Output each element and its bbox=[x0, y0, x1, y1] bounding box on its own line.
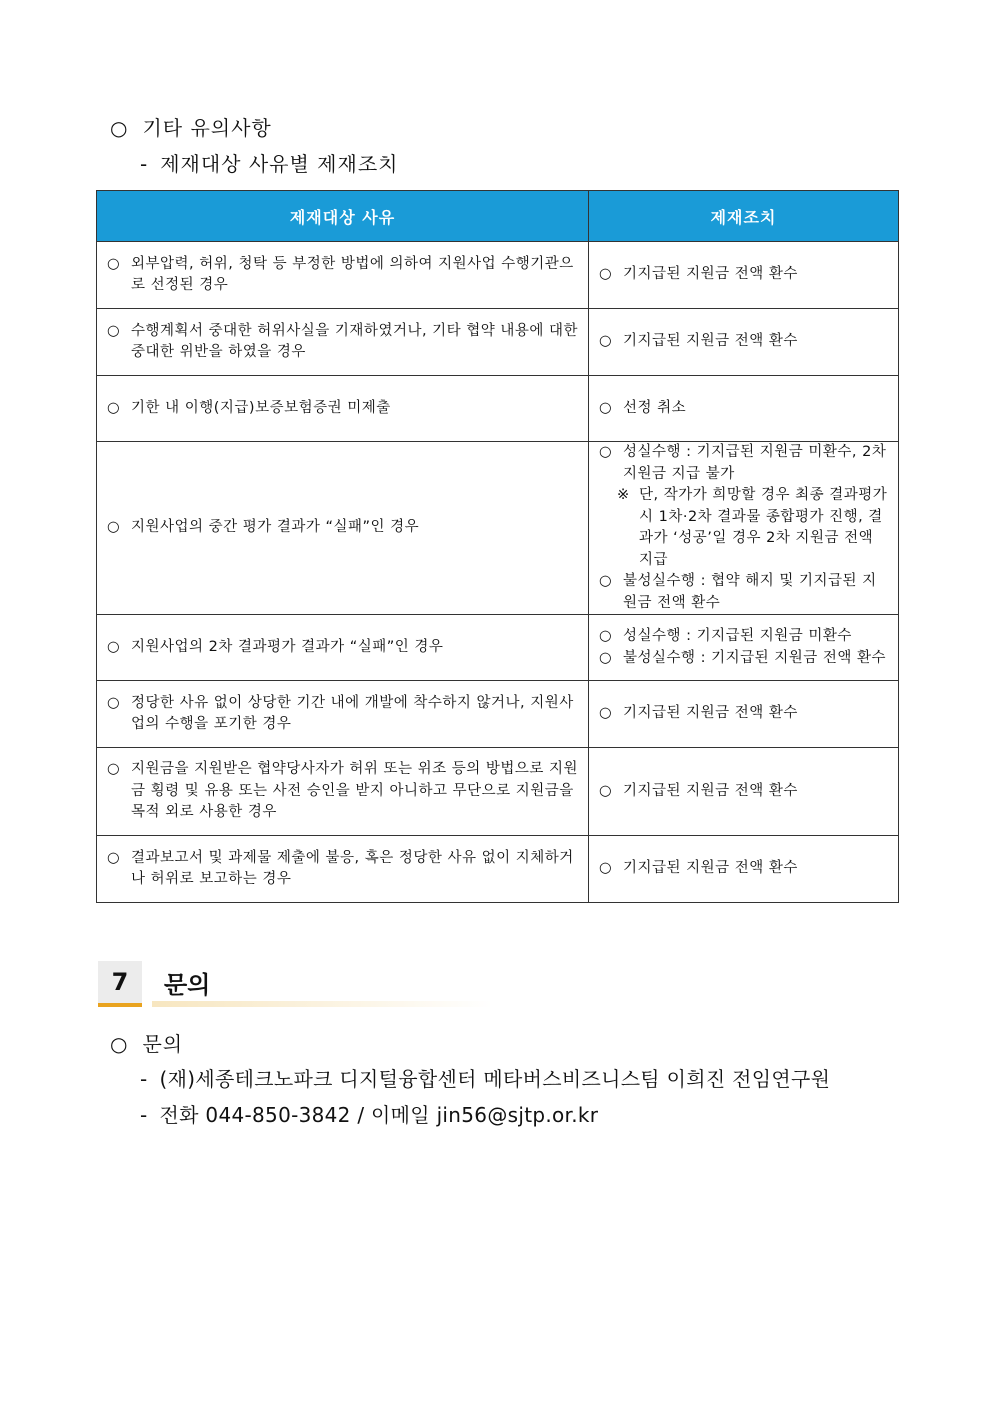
table-row bbox=[97, 442, 899, 615]
table-row bbox=[97, 376, 899, 442]
dash-marker: - bbox=[140, 152, 149, 176]
action-text: 성실수행 : 기지급된 지원금 미환수 bbox=[623, 628, 852, 644]
reason-cell: ○ 지원사업의 2차 결과평가 결과가 “실패”인 경우 bbox=[97, 615, 589, 681]
table-row bbox=[97, 309, 899, 376]
reason-text: 기한 내 이행(지급)보증보험증권 미제출 bbox=[131, 399, 391, 416]
reason-text: 지원금을 지원받은 협약당사자가 허위 또는 위조 등의 방법으로 지원금 횡령 및 유용 또는 사전 승인을 받지 아니하고 무단으로 지원금을 목적 외로 사용한 경우 bbox=[131, 761, 579, 821]
action-cell: ○ 기지급된 지원금 전액 환수 bbox=[589, 748, 899, 836]
reason-text: 외부압력, 허위, 청탁 등 부정한 방법에 의하여 지원사업 수행기관으로 선정된 경우 bbox=[131, 255, 574, 293]
section-number: 7 bbox=[98, 961, 142, 1007]
reason-cell: ○ 지원사업의 중간 평가 결과가 “실패”인 경우 bbox=[97, 442, 589, 615]
action-text: 불성실수행 : 협약 해지 및 기지급된 지원금 전액 환수 bbox=[623, 573, 877, 611]
reason-cell: ○ 기한 내 이행(지급)보증보험증권 미제출 bbox=[97, 376, 589, 442]
action-text: 기지급된 지원금 전액 환수 bbox=[623, 782, 798, 799]
sanction-table bbox=[96, 190, 899, 903]
contact-org: - (재)세종테크노파크 디지털융합센터 메타버스비즈니스팀 이희진 전임연구원 bbox=[140, 1067, 831, 1091]
section-header bbox=[98, 961, 498, 1009]
table-header-row bbox=[97, 191, 899, 242]
contact-heading: ○ 문의 bbox=[110, 1032, 184, 1056]
contact-phone-email: - 전화 044-850-3842 / 이메일 jin56@sjtp.or.kr bbox=[140, 1103, 599, 1127]
action-cell: ○ 기지급된 지원금 전액 환수 bbox=[589, 309, 899, 376]
notes-heading: ○ 기타 유의사항 bbox=[110, 116, 272, 140]
reason-text: 결과보고서 및 과제물 제출에 불응, 혹은 정당한 사유 없이 지체하거나 허위로 보고하는 경우 bbox=[131, 849, 574, 887]
action-note-text: 단, 작가가 희망할 경우 최종 결과평가 시 1차·2차 결과물 종합평가 진행, 결과가 ‘성공’일 경우 2차 지원금 전액 지급 bbox=[639, 487, 888, 568]
reason-cell: ○ 결과보고서 및 과제물 제출에 불응, 혹은 정당한 사유 없이 지체하거나 허위로 보고하는 경우 bbox=[97, 836, 589, 903]
section-underline bbox=[152, 1001, 492, 1007]
action-cell: ○ 선정 취소 bbox=[589, 376, 899, 442]
action-text: 기지급된 지원금 전액 환수 bbox=[623, 266, 798, 283]
table-row bbox=[97, 242, 899, 309]
action-cell: ○ 기지급된 지원금 전액 환수 bbox=[589, 681, 899, 748]
table-row bbox=[97, 615, 899, 681]
table-row bbox=[97, 836, 899, 903]
header-reason: 제재대상 사유 bbox=[97, 191, 589, 242]
header-action: 제재조치 bbox=[589, 191, 899, 242]
reason-text: 지원사업의 중간 평가 결과가 “실패”인 경우 bbox=[131, 519, 420, 536]
action-text: 선정 취소 bbox=[623, 399, 687, 416]
reason-text: 수행계획서 중대한 허위사실을 기재하였거나, 기타 협약 내용에 대한 중대한 위반을 하였을 경우 bbox=[131, 322, 579, 360]
action-text: 기지급된 지원금 전액 환수 bbox=[623, 860, 798, 877]
action-text: 기지급된 지원금 전액 환수 bbox=[623, 705, 798, 722]
action-cell: ○ 성실수행 : 기지급된 지원금 미환수, 2차 지원금 지급 불가 ※ 단, 작가가 희망할 경우 최종 결과평가 시 1차·2차 결과물 종합평가 진행, 결과가 ‘성공’일 경우 2차 지원금 전액 지급 ○ 불성실수행 : 협약 해지 및 기지급된 지원금 전액 환수 bbox=[589, 442, 899, 615]
action-cell: ○ 기지급된 지원금 전액 환수 bbox=[589, 242, 899, 309]
bullet-marker: ○ bbox=[110, 116, 129, 140]
action-cell: ○ 성실수행 : 기지급된 지원금 미환수 ○ 불성실수행 : 기지급된 지원금 전액 환수 bbox=[589, 615, 899, 681]
reason-cell: ○ 정당한 사유 없이 상당한 기간 내에 개발에 착수하지 않거나, 지원사업의 수행을 포기한 경우 bbox=[97, 681, 589, 748]
action-text: 기지급된 지원금 전액 환수 bbox=[623, 333, 798, 350]
reason-text: 지원사업의 2차 결과평가 결과가 “실패”인 경우 bbox=[131, 638, 444, 655]
reason-text: 정당한 사유 없이 상당한 기간 내에 개발에 착수하지 않거나, 지원사업의 수행을 포기한 경우 bbox=[131, 694, 574, 732]
notes-subheading: - 제재대상 사유별 제재조치 bbox=[140, 152, 399, 176]
section-title: 문의 bbox=[164, 971, 211, 999]
action-cell: ○ 기지급된 지원금 전액 환수 bbox=[589, 836, 899, 903]
reason-cell: ○ 지원금을 지원받은 협약당사자가 허위 또는 위조 등의 방법으로 지원금 횡령 및 유용 또는 사전 승인을 받지 아니하고 무단으로 지원금을 목적 외로 사용한 경우 bbox=[97, 748, 589, 836]
reason-cell: ○ 수행계획서 중대한 허위사실을 기재하였거나, 기타 협약 내용에 대한 중대한 위반을 하였을 경우 bbox=[97, 309, 589, 376]
action-text: 성실수행 : 기지급된 지원금 미환수, 2차 지원금 지급 불가 bbox=[623, 444, 887, 482]
action-text: 불성실수행 : 기지급된 지원금 전액 환수 bbox=[623, 649, 887, 666]
table-row bbox=[97, 681, 899, 748]
reason-cell: ○ 외부압력, 허위, 청탁 등 부정한 방법에 의하여 지원사업 수행기관으로 선정된 경우 bbox=[97, 242, 589, 309]
table-row bbox=[97, 748, 899, 836]
